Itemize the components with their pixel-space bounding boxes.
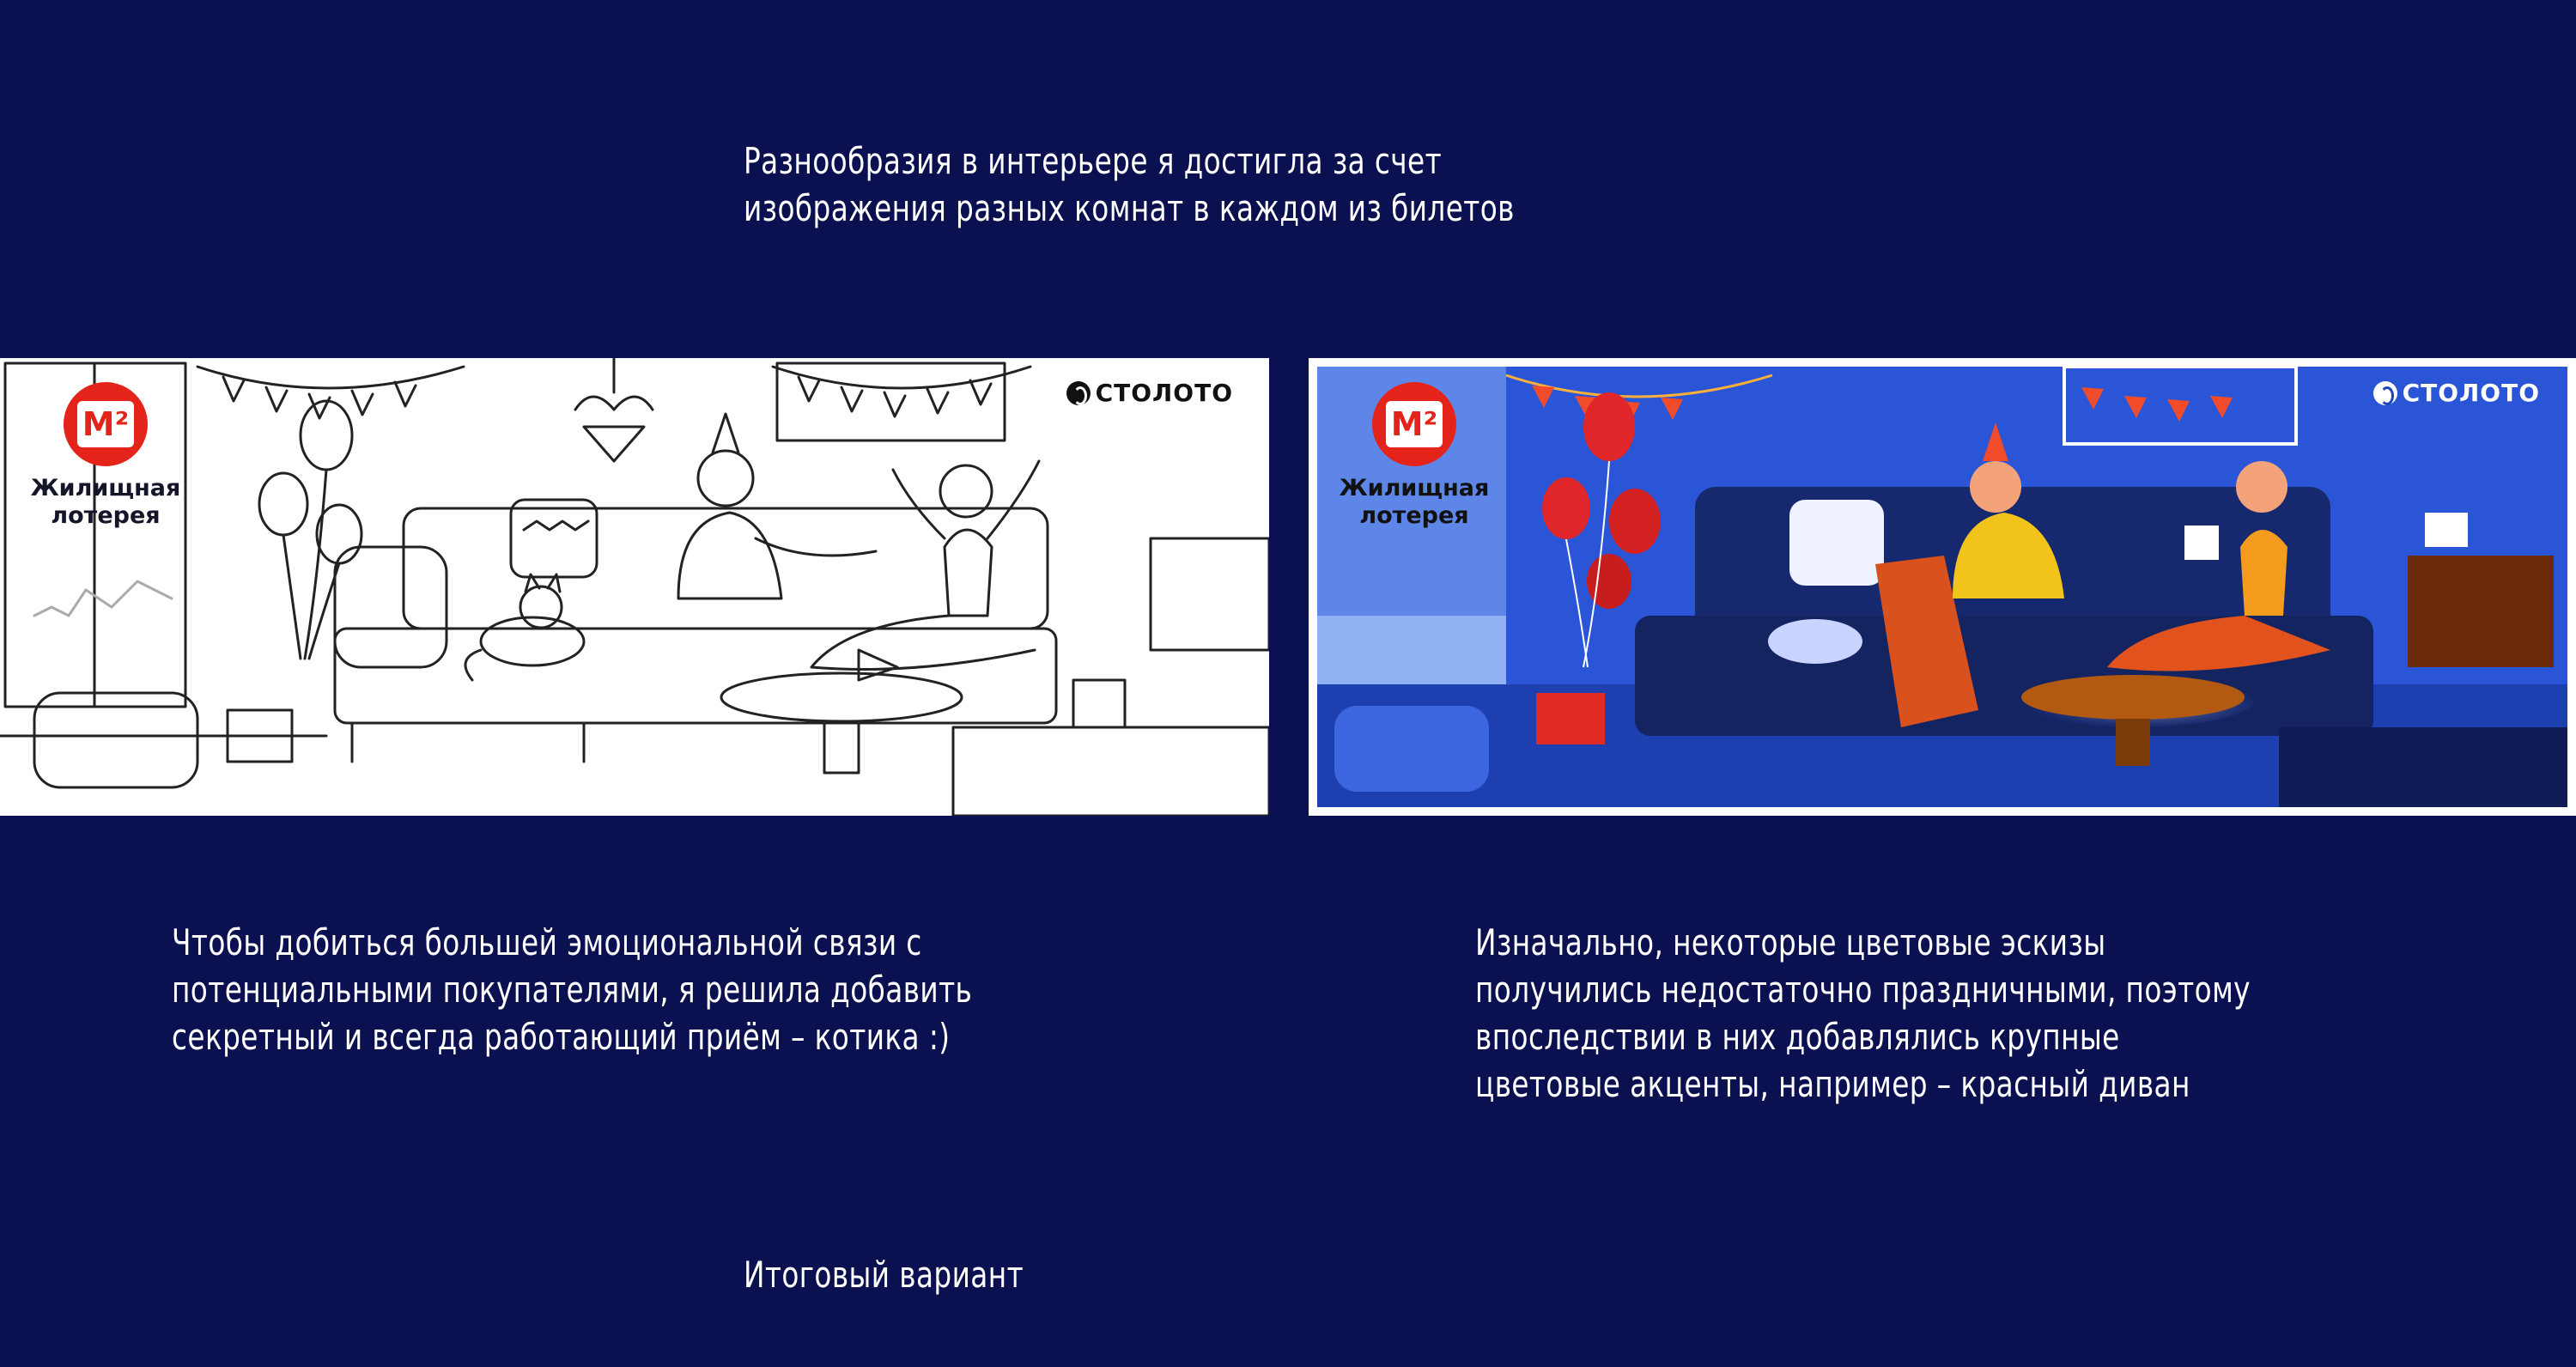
stoloto-logo (2373, 379, 2540, 407)
hanging-plant-leaves (575, 397, 653, 410)
ottoman (953, 727, 1269, 816)
man-head (1970, 461, 2021, 513)
sofa-back (404, 508, 1048, 629)
gift-box (2184, 526, 2219, 560)
side-cabinet (1151, 538, 1269, 650)
woman-legs (811, 616, 1035, 670)
woman-head (2236, 461, 2287, 513)
pillow-pattern (524, 521, 588, 530)
pillow (511, 500, 597, 577)
brand-name-line-2: лотерея (1359, 502, 1469, 529)
sofa-arm (335, 547, 447, 667)
caption-line: цветовые акценты, например – красный диван (1475, 1063, 2190, 1105)
pillow (1789, 500, 1884, 586)
caption-line: впоследствии в них добавлялись крупные (1475, 1016, 2120, 1058)
side-cabinet (2408, 556, 2554, 667)
coffee-table (2021, 675, 2245, 720)
caption-final-version (744, 1251, 1024, 1298)
stoloto-label: СТОЛОТО (1095, 379, 1233, 407)
brand-name-line-2: лотерея (51, 502, 161, 529)
man-head (698, 451, 753, 506)
caption-interior-variety (744, 137, 1515, 232)
wall-picture (777, 363, 1005, 440)
coffee-table-leg (824, 721, 859, 773)
m2-logo-icon (1372, 382, 1456, 466)
balloon (301, 401, 352, 470)
brand-name-line-1: Жилищная (30, 475, 181, 501)
caption-line: изображения разных комнат в каждом из билетов (744, 187, 1515, 229)
ticket-sketch-image (0, 358, 1269, 816)
cat (1768, 619, 1862, 664)
woman-arms (893, 461, 1039, 538)
balloon-strings (283, 470, 339, 659)
ticket-color-image (1309, 358, 2576, 816)
stoloto-icon (2373, 381, 2397, 405)
caption-line: потенциальными покупателями, я решила добавить (172, 969, 973, 1011)
gift-box-red (1536, 693, 1605, 744)
m2-logo-mark: М² (77, 401, 134, 447)
m2-logo-mark: М² (1386, 401, 1443, 447)
balloon (1587, 554, 1631, 609)
woman-body (945, 530, 992, 616)
caption-line: Чтобы добиться большей эмоциональной связи с (172, 921, 922, 963)
stoloto-logo (1066, 379, 1233, 407)
balloon (1542, 477, 1590, 539)
man-arm (756, 538, 876, 556)
party-hat (713, 414, 738, 453)
m2-logo-icon (64, 382, 148, 466)
stoloto-label: СТОЛОТО (2402, 379, 2540, 407)
brand-logo (15, 382, 196, 530)
caption-line: получились недостаточно праздничными, поэтому (1475, 969, 2251, 1011)
brand-logo (1324, 382, 1504, 530)
coffee-table (721, 673, 962, 721)
cat-head (520, 586, 562, 628)
coffee-table-leg (2116, 719, 2150, 766)
balloon (259, 473, 307, 535)
stoloto-icon (1066, 381, 1091, 405)
caption-line: секретный и всегда работающий приём – котика :) (172, 1016, 951, 1058)
garland-left (197, 367, 464, 388)
caption-color-accents (1475, 919, 2251, 1108)
gift-box (2425, 513, 2468, 547)
pouf (1334, 706, 1489, 792)
caption-line: Итоговый вариант (744, 1254, 1024, 1296)
caption-line: Разнообразия в интерьере я достигла за счет (744, 140, 1443, 182)
city-silhouette (34, 581, 172, 616)
balloon (1583, 392, 1635, 461)
woman-body (2240, 530, 2287, 616)
caption-cat-emotion (172, 919, 972, 1060)
ottoman (2279, 727, 2567, 807)
balloon (1609, 489, 1661, 554)
man-body (678, 513, 781, 598)
caption-line: Изначально, некоторые цветовые эскизы (1475, 921, 2106, 963)
gift-box (1073, 680, 1125, 727)
cat-tail (465, 650, 481, 680)
brand-name-line-1: Жилищная (1339, 475, 1490, 501)
